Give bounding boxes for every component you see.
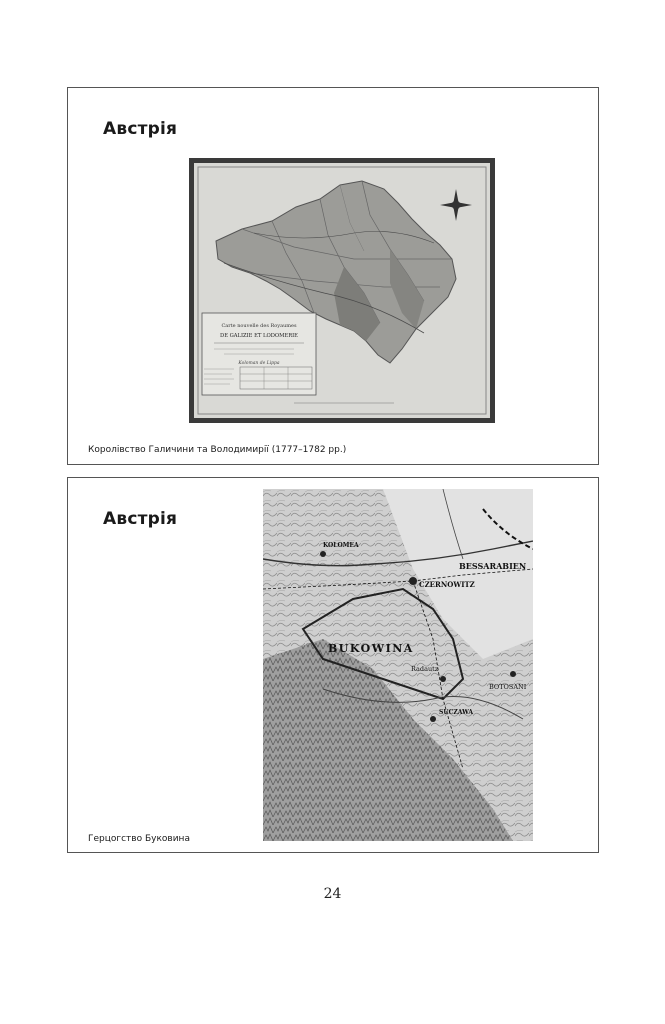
map-label-botosani: BOTOSANI (489, 683, 527, 691)
map-label-kolomea: KOLOMEA (323, 542, 359, 549)
slide-title: Австрія (103, 509, 178, 529)
svg-text:DE GALIZIE ET LODOMERIE: DE GALIZIE ET LODOMERIE (220, 333, 298, 339)
map-label-suczawa: SUCZAWA (439, 709, 474, 716)
map-label-czernowitz: CZERNOWITZ (419, 580, 475, 589)
slide-title: Австрія (103, 119, 178, 139)
slide-galicia (67, 87, 599, 465)
svg-text:Koloman de Lippa: Koloman de Lippa (238, 361, 280, 366)
map-label-radautz: Radautz (411, 665, 439, 673)
map-label-bessarabien: BESSARABIEN (459, 561, 527, 571)
slide-caption: Герцогство Буковина (88, 834, 190, 844)
map-bukovina-image (263, 489, 533, 841)
slide-bukovina (67, 477, 599, 853)
svg-text:Carte nouvelle des Royaumes: Carte nouvelle des Royaumes (221, 323, 297, 329)
slide-caption: Королівство Галичини та Володимирії (1777–1782 рр.) (88, 445, 347, 455)
page-number: 24 (323, 886, 342, 902)
map-galicia-lodomeria-image (189, 158, 495, 423)
map-label-bukowina: BUKOWINA (328, 642, 414, 655)
